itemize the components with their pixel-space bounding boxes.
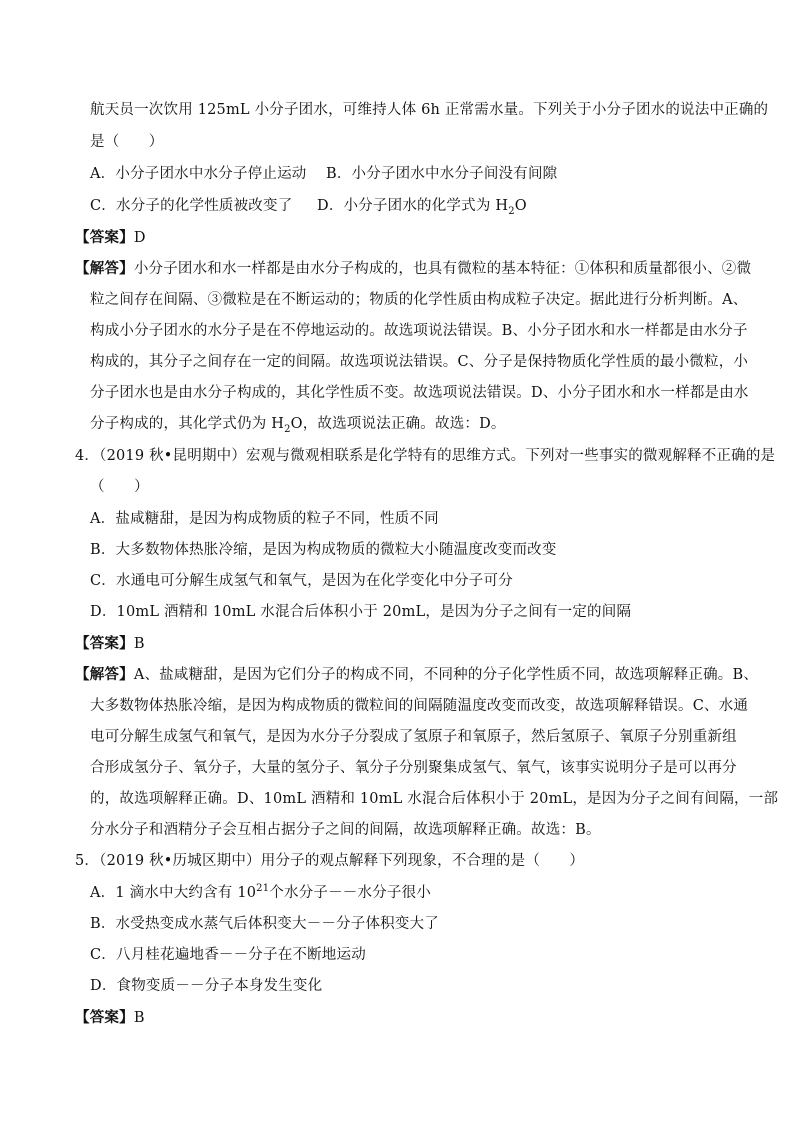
q3-stem-line-1: 航天员一次饮用 125mL 小分子团水，可维持人体 6h 正常需水量。下列关于小分子团水的说法中正确的	[90, 102, 769, 118]
q4-option-c: C．水通电可分解生成氢气和氧气，是因为在化学变化中分子可分	[90, 573, 513, 589]
q4-stem-line-2: （ ）	[90, 479, 149, 495]
q4-analysis-line-2: 大多数物体热胀冷缩，是因为构成物质的微粒间的间隔随温度改变而改变，故选项解释错误。C、水通	[90, 698, 749, 714]
q4-option-b: B．大多数物体热胀冷缩，是因为构成物质的微粒大小随温度改变而改变	[90, 542, 557, 558]
q3-analysis-line-6: 分子构成的，其化学式仍为 $H_2O$，故选项说法正确。故选：D。	[90, 416, 506, 435]
q3-option-d: D．小分子团水的化学式为 $H_2O$	[317, 198, 527, 217]
q3-option-a: A．小分子团水中水分子停止运动	[90, 166, 307, 182]
q3-analysis-line-1: 【解答】小分子团水和水一样都是由水分子构成的，也具有微粒的基本特征：①体积和质量都很小、②微	[75, 260, 752, 277]
q5-option-d: D．食物变质－－分子本身发生变化	[90, 978, 323, 994]
q3-analysis-line-4: 构成的，其分子之间存在一定的间隔。故选项说法错误。C、分子是保持物质化学性质的最小微粒，小	[90, 354, 749, 370]
analysis-tag: 【解答】	[75, 666, 134, 683]
q3-analysis-line-3: 构成小分子团水的水分子是在不停地运动的。故选项说法错误。B、小分子团水和水一样都是由水分子	[90, 323, 748, 339]
q4-analysis-line-1: 【解答】A、盐咸糖甜，是因为它们分子的构成不同，不同种的分子化学性质不同，故选项解释正确。B、	[75, 666, 759, 683]
q4-analysis-line-6: 分水分子和酒精分子会互相占据分子之间的间隔，故选项解释正确。故选：B。	[90, 822, 601, 838]
answer-tag: 【答案】	[75, 635, 134, 652]
analysis-tag: 【解答】	[75, 260, 134, 277]
q5-option-b: B．水受热变成水蒸气后体积变大－－分子体积变大了	[90, 916, 439, 932]
q4-analysis-line-4: 合形成氢分子、氧分子，大量的氢分子、氧分子分别聚集成氢气、氧气，该事实说明分子是可以再分	[90, 760, 737, 776]
q3-answer: 【答案】D	[75, 229, 146, 246]
q4-analysis-line-3: 电可分解生成氢气和氧气，是因为水分子分裂成了氢原子和氧原子，然后氢原子、氧原子分别重新组	[90, 729, 737, 745]
q3-option-b: B．小分子团水中水分子间没有间隙	[326, 166, 558, 182]
q4-analysis-line-5: 的，故选项解释正确。D、10mL 酒精和 10mL 水混合后体积小于 20mL，是因为分子之间有间隔，一部	[90, 791, 779, 807]
q4-stem-line-1: 4．（2019 秋•昆明期中）宏观与微观相联系是化学特有的思维方式。下列对一些事实的微观解释不正确的是	[75, 448, 776, 464]
q5-answer: 【答案】B	[75, 1009, 145, 1026]
q4-answer: 【答案】B	[75, 635, 145, 652]
answer-tag: 【答案】	[75, 1009, 134, 1026]
q5-option-a: A．1 滴水中大约含有 $10^{21}$个水分子－－水分子很小	[90, 883, 431, 901]
q5-option-c: C．八月桂花遍地香－－分子在不断地运动	[90, 947, 366, 963]
answer-tag: 【答案】	[75, 229, 134, 246]
q4-option-a: A．盐咸糖甜，是因为构成物质的粒子不同，性质不同	[90, 511, 439, 527]
q3-analysis-line-5: 分子团水也是由水分子构成的，其化学性质不变。故选项说法错误。D、小分子团水和水一样都是由水	[90, 385, 749, 401]
q5-stem-line-1: 5．（2019 秋•历城区期中）用分子的观点解释下列现象，不合理的是（ ）	[75, 853, 585, 869]
q3-stem-line-2: 是（ ）	[90, 134, 164, 150]
q4-option-d: D．10mL 酒精和 10mL 水混合后体积小于 20mL，是因为分子之间有一定的间隔	[90, 604, 632, 620]
q3-option-c: C．水分子的化学性质被改变了	[90, 198, 293, 214]
q3-analysis-line-2: 粒之间存在间隔、③微粒是在不断运动的；物质的化学性质由构成粒子决定。据此进行分析判断。A、	[90, 292, 748, 308]
